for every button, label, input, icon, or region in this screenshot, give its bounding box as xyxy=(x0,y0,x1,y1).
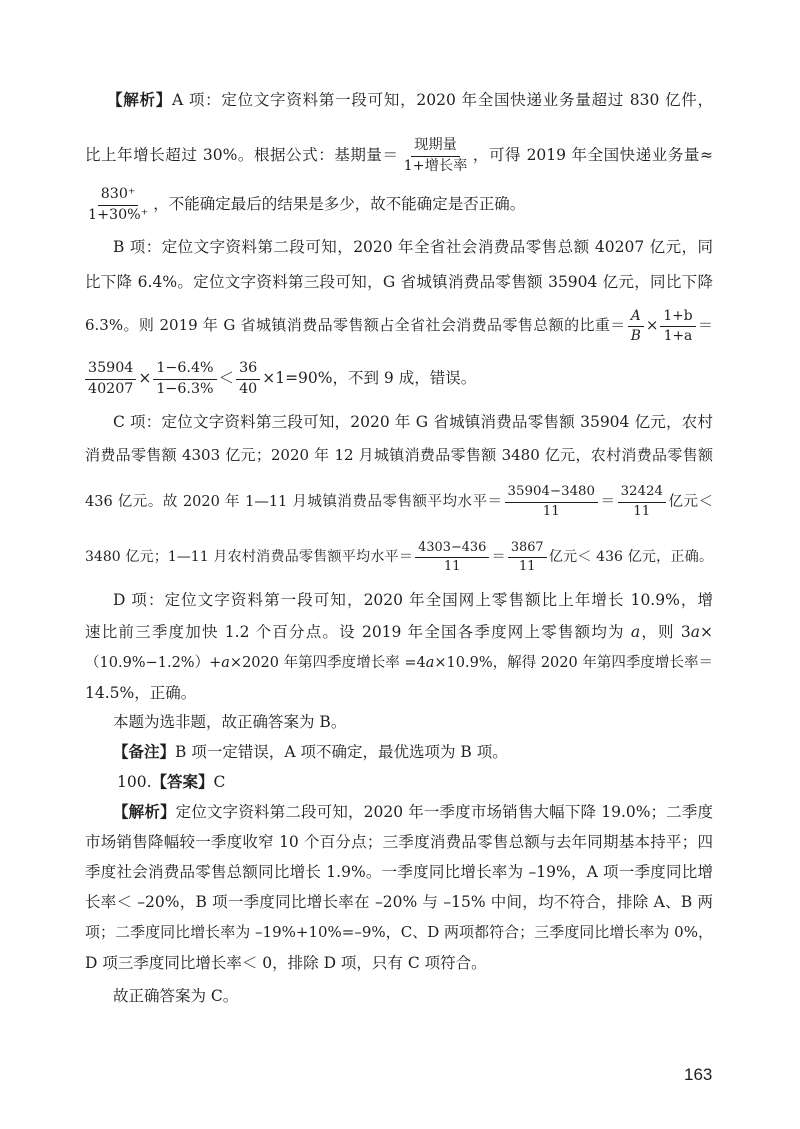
operator: ＝ xyxy=(491,549,506,565)
text-line xyxy=(85,651,713,675)
line-text: 消费品零售额 4303 亿元；2020 年 12 月城镇消费品零售额 3480 亿元，农村消费品零售额 xyxy=(85,446,713,464)
variable: a xyxy=(630,623,641,641)
text-line xyxy=(113,710,713,734)
line-text: 项；二季度同比增长率为 –19%+10%=–9%，C、D 两项都符合；三季度同比增长率为 0%， xyxy=(85,923,713,941)
fraction-denominator: 1−6.3% xyxy=(156,380,214,397)
text-line xyxy=(85,356,713,400)
fraction-numerator: 4303−436 xyxy=(415,540,489,558)
variable: a xyxy=(221,655,230,671)
question-number: 100. xyxy=(117,773,152,791)
fraction xyxy=(508,540,547,574)
line-text: 比上年增长超过 30%。根据公式：基期量＝ xyxy=(85,146,399,164)
fraction-numerator: 32424 xyxy=(618,484,666,502)
fraction xyxy=(153,360,216,398)
line-text: 亿元＜ 436 亿元，正确。 xyxy=(548,549,713,565)
page-number: 163 xyxy=(684,1065,713,1084)
text-line xyxy=(85,890,713,914)
fraction-denominator: B xyxy=(630,327,641,344)
text-line xyxy=(85,133,713,177)
operator: ＝ xyxy=(697,316,713,334)
line-text: A 项：定位文字资料第一段可知，2020 年全国快递业务量超过 830 亿件， xyxy=(172,91,713,109)
line-text: C 项：定位文字资料第三段可知，2020 年 G 省城镇消费品零售额 35904 亿元，农村 xyxy=(113,413,713,431)
fraction-numerator: 830⁺ xyxy=(98,186,139,205)
fraction-denominator: 11 xyxy=(519,558,536,574)
fraction-denominator: 11 xyxy=(542,503,560,519)
analysis-label: 【解析】 xyxy=(107,90,173,109)
fraction-denominator: 1+增长率 xyxy=(403,157,468,174)
fraction xyxy=(505,484,599,520)
line-text: 比下降 6.4%。定位文字资料第三段可知，G 省城镇消费品零售额 35904 亿元，同比下降 xyxy=(85,273,713,291)
text-line xyxy=(85,830,713,854)
line-text: ×1=90%，不到 9 成，错误。 xyxy=(262,369,477,387)
text-line xyxy=(85,681,713,705)
line-text: 季度社会消费品零售总额同比增长 1.9%。一季度同比增长率为 –19%，A 项一季度同比增 xyxy=(85,863,713,881)
operator: ＝ xyxy=(600,494,616,510)
conclusion-text: 故正确答案为 C。 xyxy=(113,987,239,1005)
fraction-numerator: 35904 xyxy=(85,360,136,379)
line-text: 6.3%。则 2019 年 G 省城镇消费品零售额占全省社会消费品零售总额的比重＝ xyxy=(85,316,626,334)
text-line xyxy=(85,480,713,524)
line-text: ，可得 2019 年全国快递业务量≈ xyxy=(472,146,713,164)
analysis-label: 【解析】 xyxy=(113,802,176,821)
text-line xyxy=(85,951,713,975)
fraction-denominator: 11 xyxy=(444,558,461,574)
answer-label: 【答案】 xyxy=(151,772,214,791)
fraction xyxy=(660,308,695,345)
operator: ＜ xyxy=(218,369,235,387)
fraction-numerator: A xyxy=(628,308,644,327)
fraction-numerator: 1−6.4% xyxy=(153,360,216,379)
text-line xyxy=(85,303,713,347)
fraction-numerator: 1+b xyxy=(660,308,695,327)
line-text: 速比前三季度加快 1.2 个百分点。设 2019 年全国各季度网上零售额均为 xyxy=(85,623,631,641)
text-line xyxy=(85,182,713,226)
line-text: 436 亿元。故 2020 年 1—11 月城镇消费品零售额平均水平＝ xyxy=(85,494,503,510)
note-text: B 项一定错误，A 项不确定，最优选项为 B 项。 xyxy=(175,743,508,761)
line-text: ×10.9%，解得 2020 年第四季度增长率＝ xyxy=(434,655,713,671)
line-text: 3480 亿元；1—11 月农村消费品零售额平均水平＝ xyxy=(85,549,414,565)
line-text: ×2020 年第四季度增长率 =4 xyxy=(229,655,426,671)
line-text: D 项三季度同比增长率＜ 0，排除 D 项，只有 C 项符合。 xyxy=(85,954,487,972)
fraction xyxy=(628,308,644,345)
text-line xyxy=(113,740,713,764)
fraction-denominator: 11 xyxy=(633,503,651,519)
text-line xyxy=(85,270,713,294)
fraction xyxy=(85,360,136,398)
variable: a xyxy=(690,623,700,641)
conclusion-text: 本题为选非题，故正确答案为 B。 xyxy=(113,713,347,731)
fraction-numerator: 3867 xyxy=(508,540,547,558)
fraction-denominator: 40207 xyxy=(88,380,134,397)
operator: × xyxy=(138,369,152,387)
text-line xyxy=(113,235,713,259)
line-text: （10.9%−1.2%）+ xyxy=(85,655,222,671)
fraction xyxy=(618,484,666,520)
variable: a xyxy=(425,655,435,671)
text-line xyxy=(113,800,713,824)
fraction-numerator: 35904−3480 xyxy=(505,484,599,502)
text-line xyxy=(85,535,713,579)
fraction xyxy=(401,137,471,175)
line-text: ，则 3 xyxy=(640,623,691,641)
text-line xyxy=(85,860,713,884)
operator: × xyxy=(645,316,659,334)
text-line xyxy=(113,410,713,434)
text-line xyxy=(117,770,713,794)
text-line xyxy=(113,984,713,1008)
line-text: 亿元＜ xyxy=(667,494,713,510)
answer-value: C xyxy=(213,773,226,791)
fraction-denominator: 1+a xyxy=(663,327,693,344)
line-text: 长率＜ –20%，B 项一季度同比增长率在 –20% 与 –15% 中间，均不符合，排除 A、B 两 xyxy=(85,893,713,911)
fraction-denominator: 1+30%⁺ xyxy=(88,206,149,223)
line-text: × xyxy=(700,623,713,641)
fraction-numerator: 36 xyxy=(236,360,260,379)
text-line xyxy=(85,443,713,467)
fraction xyxy=(415,540,489,574)
note-label: 【备注】 xyxy=(113,742,176,761)
fraction xyxy=(236,360,260,398)
line-text: 定位文字资料第二段可知，2020 年一季度市场销售大幅下降 19.0%；二季度 xyxy=(175,803,713,821)
fraction-numerator: 现期量 xyxy=(411,137,460,156)
text-line xyxy=(85,620,713,644)
line-text: 市场销售降幅较一季度收窄 10 个百分点；三季度消费品零售总额与去年同期基本持平；四 xyxy=(85,833,713,851)
line-text: 14.5%，正确。 xyxy=(85,684,197,702)
line-text: ，不能确定最后的结果是多少，故不能确定是否正确。 xyxy=(153,195,526,213)
text-line xyxy=(85,920,713,944)
text-line xyxy=(113,588,713,612)
fraction xyxy=(85,186,151,224)
fraction-denominator: 40 xyxy=(239,380,258,397)
line-text: D 项：定位文字资料第一段可知，2020 年全国网上零售额比上年增长 10.9%，增 xyxy=(113,591,713,609)
text-line xyxy=(107,88,713,112)
line-text: B 项：定位文字资料第二段可知，2020 年全省社会消费品零售总额 40207 亿元，同 xyxy=(113,238,713,256)
